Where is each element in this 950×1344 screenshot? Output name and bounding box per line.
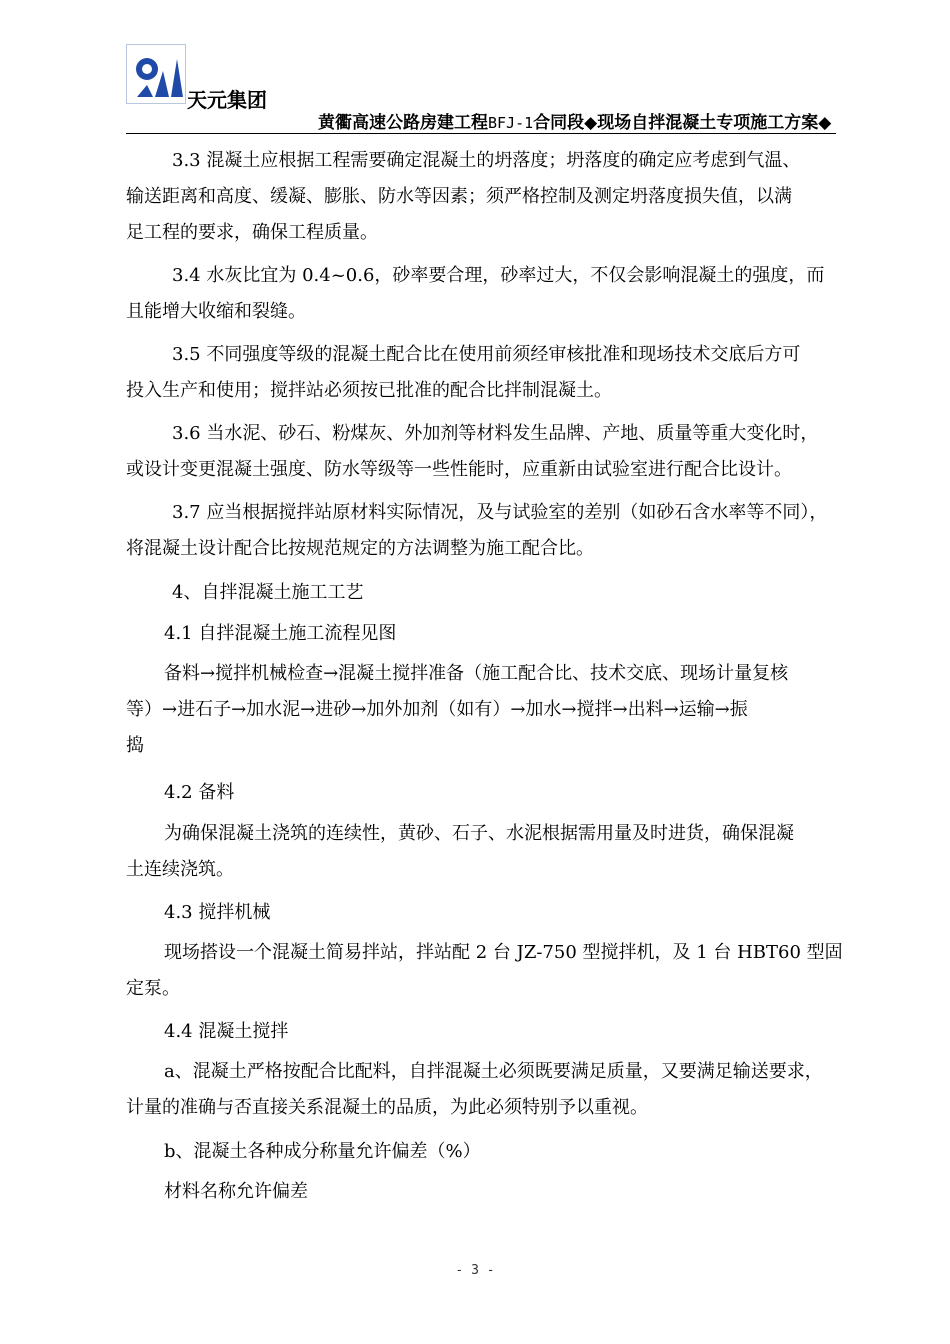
header-contract-code: BFJ-1 [488, 114, 534, 132]
text-line: 投入生产和使用；搅拌站必须按已批准的配合比拌制混凝土。 [126, 380, 612, 401]
text-line: 3.7 应当根据搅拌站原材料实际情况，及与试验室的差别（如砂石含水率等不同）， [172, 502, 828, 523]
text-line: 将混凝土设计配合比按规范规定的方法调整为施工配合比。 [126, 538, 594, 559]
paragraph-table-caption [126, 1174, 838, 1210]
text-line: 或设计变更混凝土强度、防水等级等一些性能时，应重新由试验室进行配合比设计。 [126, 459, 792, 480]
header-divider [126, 133, 836, 134]
heading-4-2 [126, 775, 838, 811]
text-line: 现场搭设一个混凝土简易拌站，拌站配 2 台 JZ-750 型搅拌机，及 1 台 HBT60 型固 [164, 942, 843, 963]
text-line: 3.3 混凝土应根据工程需要确定混凝土的坍落度；坍落度的确定应考虑到气温、 [172, 150, 801, 171]
subsection-heading: 4.4 混凝土搅拌 [164, 1021, 289, 1042]
subsection-heading: 4.1 自拌混凝土施工流程见图 [164, 623, 397, 644]
company-logo [126, 44, 186, 104]
text-line: 材料名称允许偏差 [164, 1181, 308, 1202]
paragraph-3-4 [126, 258, 838, 330]
paragraph-4-3 [126, 935, 843, 1007]
heading-4-3 [126, 895, 838, 931]
text-line: 计量的准确与否直接关系混凝土的品质，为此必须特别予以重视。 [126, 1097, 648, 1118]
section-heading-4 [126, 575, 838, 611]
text-line: 3.5 不同强度等级的混凝土配合比在使用前须经审核批准和现场技术交底后方可 [172, 344, 801, 365]
subsection-heading: 4.3 搅拌机械 [164, 902, 271, 923]
page-number: - 3 - [455, 1263, 495, 1278]
text-line: 3.6 当水泥、砂石、粉煤灰、外加剂等材料发生品牌、产地、质量等重大变化时， [172, 423, 819, 444]
text-line: 且能增大收缩和裂缝。 [126, 301, 306, 322]
text-line: 3.4 水灰比宜为 0.4~0.6，砂率要合理，砂率过大，不仅会影响混凝土的强度，而 [172, 265, 825, 286]
heading-4-1 [126, 616, 838, 652]
company-name: 天元集团 [187, 88, 267, 112]
text-line: 定泵。 [126, 978, 180, 999]
text-line: 土连续浇筑。 [126, 859, 234, 880]
text-line: 足工程的要求，确保工程质量。 [126, 222, 378, 243]
header-title-prefix: 黄衢高速公路房建工程 [318, 113, 488, 133]
text-line: 捣 [126, 735, 144, 756]
paragraph-3-3 [126, 143, 838, 251]
paragraph-3-7 [126, 495, 838, 567]
paragraph-flow [126, 656, 838, 764]
subsection-heading: 4.2 备料 [164, 782, 235, 803]
paragraph-3-6 [126, 416, 838, 488]
header-title-suffix: 合同段◆现场自拌混凝土专项施工方案◆ [533, 113, 832, 133]
section-heading: 4、自拌混凝土施工工艺 [172, 582, 364, 603]
paragraph-4-4b [126, 1134, 838, 1170]
text-line: a、混凝土严格按配合比配料，自拌混凝土必须既要满足质量，又要满足输送要求， [164, 1061, 823, 1082]
paragraph-3-5 [126, 337, 838, 409]
document-header [318, 108, 831, 133]
text-line: 等）→进石子→加水泥→进砂→加外加剂（如有）→加水→搅拌→出料→运输→振 [126, 699, 748, 720]
text-line: 备料→搅拌机械检查→混凝土搅拌准备（施工配合比、技术交底、现场计量复核 [164, 663, 789, 684]
text-line: 为确保混凝土浇筑的连续性，黄砂、石子、水泥根据需用量及时进货，确保混凝 [164, 823, 794, 844]
text-line: b、混凝土各种成分称量允许偏差（%） [164, 1141, 481, 1162]
heading-4-4 [126, 1014, 838, 1050]
paragraph-4-2 [126, 816, 838, 888]
text-line: 输送距离和高度、缓凝、膨胀、防水等因素；须严格控制及测定坍落度损失值，以满 [126, 186, 792, 207]
company-logo-icon [127, 45, 185, 103]
paragraph-4-4a [126, 1054, 838, 1126]
